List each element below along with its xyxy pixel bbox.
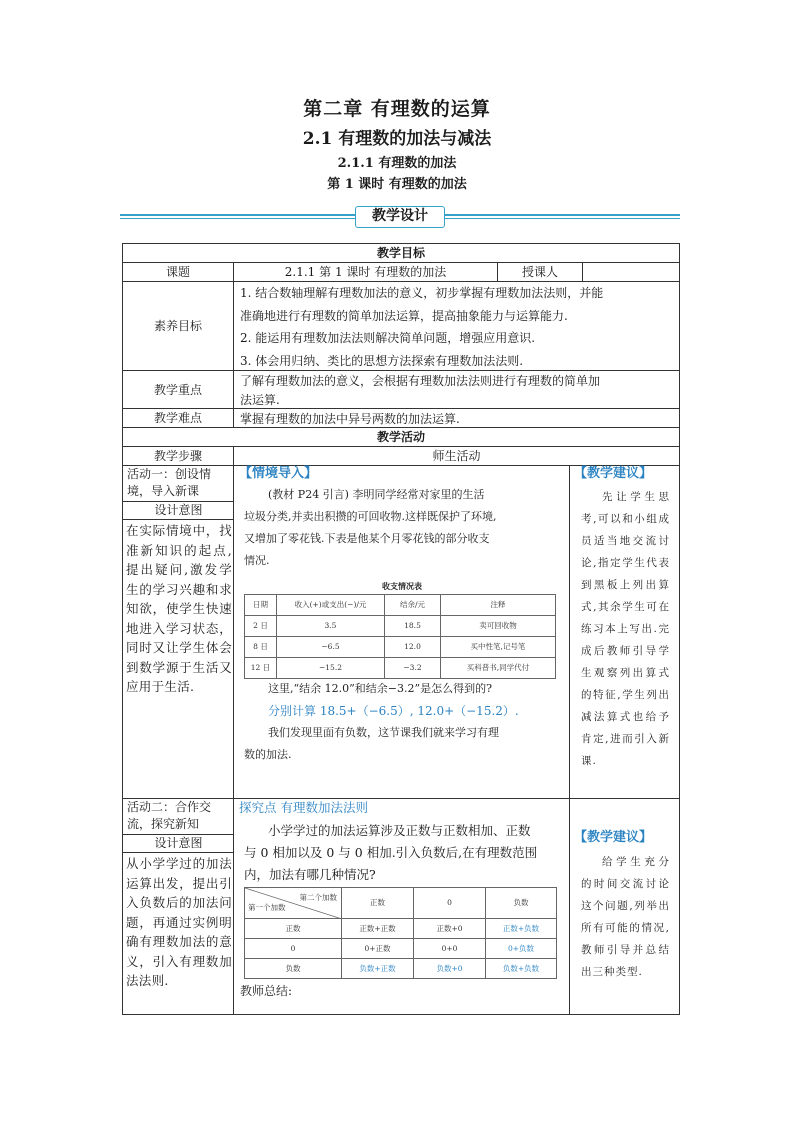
activity1-calc: 分别计算 18.5+（−6.5）, 12.0+（−15.2）.	[268, 704, 519, 718]
activity1-advice-content: 先让学生思考,可以和小组成员适当地交流讨论,指定学生代表到黑板上列出算式,其余学生可在练习本上写出.完成后教师引导学生观察列出算式的特征,学生列出减法算式也给予肯定,进而引入新课.	[581, 491, 670, 767]
table-cell: 负数+0	[414, 959, 486, 979]
intro-line: 小学学过的加法运算涉及正数与正数相加、正数	[268, 823, 531, 838]
banner-label: 教学设计	[355, 206, 445, 228]
table-cell: 正数+正数	[342, 919, 414, 939]
subsection-title: 2.1.1 有理数的加法	[337, 156, 457, 171]
difficulty-row	[123, 409, 679, 428]
activity2-advice-content: 给学生充分的时间交流讨论这个问题,列举出所有可能的情况,教师引导并总结出三种类型.	[581, 856, 670, 978]
corner-top-label: 第二个加数	[299, 893, 337, 902]
focus-label: 教学重点	[123, 371, 234, 408]
chapter-title: 第二章 有理数的运算	[303, 98, 491, 120]
intro-line: 又增加了零花钱.下表是他某个月零花钱的部分收支	[244, 532, 490, 545]
table-row	[245, 616, 556, 637]
activity2-design-text-content: 从小学学过的加法运算出发，提出引入负数后的加法问题，再通过实例明确有理数加法的意义，引入有理数加法法则.	[126, 856, 232, 988]
activity1-intro	[244, 484, 566, 572]
table-cell: 负数+正数	[342, 959, 414, 979]
activity2-name: 活动二：合作交流，探究新知	[127, 800, 212, 831]
activity1-advice-heading: 【教学建议】	[574, 466, 653, 481]
corner-bottom-label: 第一个加数	[248, 903, 286, 912]
table-cell: 2 日	[245, 616, 277, 637]
topic-value: 2.1.1 第 1 课时 有理数的加法	[234, 263, 498, 281]
focus-line: 了解有理数加法的意义，会根据有理数加法法则进行有理数的简单加	[240, 374, 601, 388]
section-title: 2.1 有理数的加法与减法	[302, 129, 492, 149]
table-col-header: 0	[414, 888, 486, 919]
focus-text	[234, 371, 679, 408]
table-row	[245, 919, 557, 939]
table-col-header: 正数	[342, 888, 414, 919]
income-table-title: 收支情况表	[382, 581, 422, 591]
intro-line: 情况.	[244, 554, 270, 567]
difficulty-label: 教学难点	[123, 409, 234, 427]
table-row-header: 负数	[245, 959, 342, 979]
activity1-main-cell	[234, 466, 570, 798]
intro-line: (教材 P24 引言) 李明同学经常对家里的生活	[268, 488, 485, 501]
activity2-design-label: 设计意图	[123, 834, 234, 853]
intro-line: 内，加法有哪几种情况?	[244, 867, 376, 882]
addition-cases-table	[244, 887, 557, 979]
income-table-header: 日期	[245, 595, 277, 616]
steps-header-row	[123, 447, 679, 466]
teacher-student-label: 师生活动	[432, 449, 481, 463]
table-cell: 正数+0	[414, 919, 486, 939]
table-cell: 买中性笔,记号笔	[441, 637, 556, 658]
activity1-heading: 【情境导入】	[239, 466, 318, 481]
activity1-advice-text	[581, 486, 670, 772]
focus-line: 法运算.	[240, 393, 280, 407]
activity1-step-cell	[123, 466, 234, 798]
table-cell: 0+0	[414, 939, 486, 959]
intro-line: 垃圾分类,并卖出积攒的可回收物.这样既保护了环境,	[244, 510, 497, 523]
income-table-header: 注释	[441, 595, 556, 616]
table-cell: 0+负数	[486, 939, 557, 959]
table-cell: −15.2	[277, 658, 385, 679]
activity1-name: 活动一：创设情境，导入新课	[127, 467, 212, 498]
literacy-line: 1. 结合数轴理解有理数加法的意义，初步掌握有理数加法法则，并能	[240, 286, 604, 300]
activity1-design-label: 设计意图	[123, 501, 234, 520]
activity1-question: 这里,“结余 12.0”和结余−3.2”是怎么得到的?	[268, 682, 492, 695]
teacher-label: 授课人	[498, 263, 583, 281]
activity1-closing	[244, 722, 566, 766]
closing-line: 我们发现里面有负数，这节课我们就来学习有理	[268, 726, 499, 739]
intro-line: 与 0 相加以及 0 与 0 相加.引入负数后,在有理数范围	[244, 845, 538, 860]
table-cell: 12.0	[385, 637, 441, 658]
teacher-summary: 教师总结:	[240, 984, 293, 998]
table-cell: 负数+负数	[486, 959, 557, 979]
activity1-advice-cell	[570, 466, 679, 798]
title-block	[0, 96, 794, 195]
table-cell: 0+正数	[342, 939, 414, 959]
activity2-advice-heading: 【教学建议】	[574, 830, 653, 845]
income-table-header: 结余/元	[385, 595, 441, 616]
lesson-title: 第 1 课时 有理数的加法	[327, 177, 467, 192]
income-table	[244, 594, 556, 679]
table-cell: 卖可回收物	[441, 616, 556, 637]
activity1-design-text	[126, 521, 232, 697]
activity2-heading: 探究点 有理数加法法则	[239, 800, 368, 815]
teacher-value	[583, 263, 679, 281]
activity1-row	[123, 466, 679, 799]
activity2-main-cell	[234, 799, 570, 1014]
topic-row	[123, 263, 679, 282]
topic-label: 课题	[123, 263, 234, 281]
activity2-design-text	[126, 854, 232, 991]
activities-header: 教学活动	[376, 430, 425, 444]
table-row	[245, 658, 556, 679]
table-cell: 18.5	[385, 616, 441, 637]
literacy-row	[123, 282, 679, 371]
difficulty-text: 掌握有理数的加法中异号两数的加法运算.	[240, 412, 460, 426]
table-cell: 买科普书,同学代付	[441, 658, 556, 679]
table-cell: 8 日	[245, 637, 277, 658]
table-corner-cell	[245, 888, 342, 919]
goals-header-row	[123, 244, 679, 263]
table-cell: 12 日	[245, 658, 277, 679]
activity2-step-cell	[123, 799, 234, 1014]
activity2-intro	[244, 820, 566, 886]
literacy-line: 准确地进行有理数的简单加法运算，提高抽象能力与运算能力.	[240, 308, 568, 323]
table-row	[245, 959, 557, 979]
table-cell: 3.5	[277, 616, 385, 637]
table-cell: −3.2	[385, 658, 441, 679]
closing-line: 数的加法.	[244, 748, 292, 761]
activity2-row	[123, 799, 679, 1014]
activity1-design-text-content: 在实际情境中，找准新知识的起点,提出疑问,激发学生的学习兴趣和求知欲，使学生快速地进入学习状态，同时又让学生体会到数学源于生活又应用于生活.	[126, 523, 232, 694]
table-cell: −6.5	[277, 637, 385, 658]
goals-header: 教学目标	[376, 246, 425, 260]
literacy-line: 2. 能运用有理数加法法则解决简单问题，增强应用意识.	[240, 331, 536, 345]
activity2-advice-text	[581, 851, 670, 983]
literacy-label: 素养目标	[123, 282, 234, 370]
table-row	[245, 939, 557, 959]
table-col-header: 负数	[486, 888, 557, 919]
teaching-design-banner	[120, 206, 680, 228]
steps-label: 教学步骤	[123, 447, 234, 465]
focus-row	[123, 371, 679, 409]
lesson-plan-table	[122, 243, 680, 1015]
literacy-text	[234, 282, 679, 370]
activity2-advice-cell	[570, 799, 679, 1014]
table-row-header: 正数	[245, 919, 342, 939]
activities-header-row	[123, 428, 679, 447]
table-row	[245, 637, 556, 658]
literacy-line: 3. 体会用归纳、类比的思想方法探索有理数加法法则.	[240, 353, 524, 368]
table-row-header: 0	[245, 939, 342, 959]
table-cell: 正数+负数	[486, 919, 557, 939]
income-table-header: 收入(+)或支出(−)/元	[277, 595, 385, 616]
